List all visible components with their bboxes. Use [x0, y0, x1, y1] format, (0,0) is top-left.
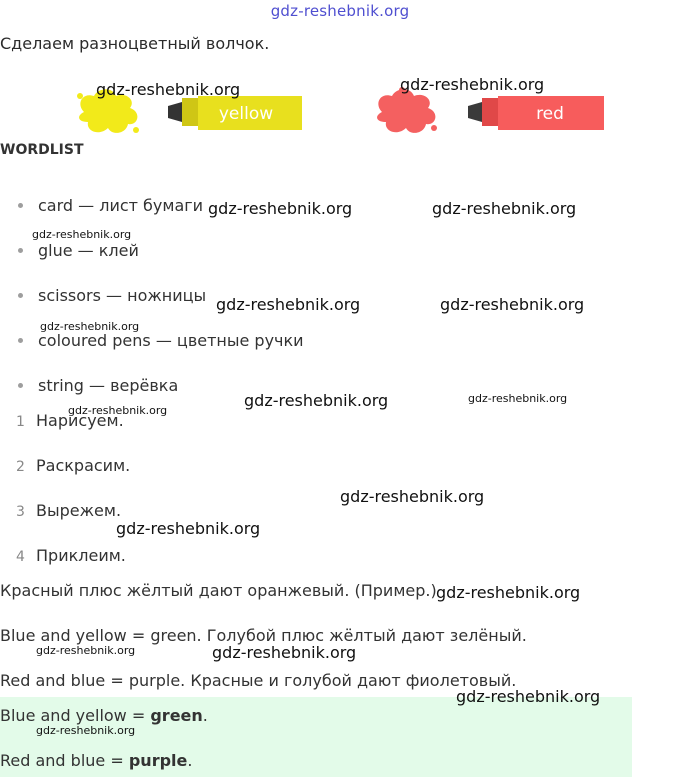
list-item: coloured pens — цветные ручки	[18, 331, 304, 350]
watermark-text: gdz-reshebnik.org	[400, 75, 545, 94]
wordlist-title: WORDLIST	[0, 142, 84, 158]
watermark-text: gdz-reshebnik.org	[456, 687, 601, 706]
watermark-text: gdz-reshebnik.org	[68, 404, 168, 417]
yellow-marker-label: yellow	[218, 104, 274, 124]
step-item: 3 Вырежем.	[16, 501, 122, 520]
watermark-text: gdz-reshebnik.org	[212, 643, 357, 662]
watermark-text: gdz-reshebnik.org	[340, 487, 485, 506]
watermark-text: gdz-reshebnik.org	[208, 199, 353, 218]
site-title: gdz-reshebnik.org	[270, 2, 410, 20]
paragraph-purple: Red and blue = purple. Красные и голубой дают фиолетовый.	[0, 671, 517, 690]
bullet-icon	[18, 248, 23, 253]
list-item: glue — клей	[18, 241, 139, 260]
paragraph-orange: Красный плюс жёлтый дают оранжевый. (Пример.)	[0, 581, 437, 600]
watermark-text: gdz-reshebnik.org	[40, 320, 140, 333]
paragraph-green: Blue and yellow = green. Голубой плюс жёлтый дают зелёный.	[0, 626, 527, 645]
intro-text: Сделаем разноцветный волчок.	[0, 34, 270, 53]
watermark-text: gdz-reshebnik.org	[32, 228, 132, 241]
watermark-text: gdz-reshebnik.org	[216, 295, 361, 314]
step-item: 1 Нарисуем.	[16, 411, 124, 430]
watermark-text: gdz-reshebnik.org	[36, 644, 136, 657]
step-item: 2 Раскрасим.	[16, 456, 131, 475]
answer-purple: Red and blue = purple.	[0, 751, 193, 770]
watermark-text: gdz-reshebnik.org	[440, 295, 585, 314]
watermark-text: gdz-reshebnik.org	[244, 391, 389, 410]
red-marker-tip	[468, 102, 482, 122]
list-item: scissors — ножницы	[18, 286, 206, 305]
bullet-icon	[18, 203, 23, 208]
watermark-text: gdz-reshebnik.org	[36, 724, 136, 737]
watermark-text: gdz-reshebnik.org	[96, 80, 241, 99]
watermark-text: gdz-reshebnik.org	[436, 583, 581, 602]
watermark-text: gdz-reshebnik.org	[116, 519, 261, 538]
watermark-text: gdz-reshebnik.org	[432, 199, 577, 218]
red-splash-shape	[377, 89, 435, 133]
bullet-icon	[18, 338, 23, 343]
watermark-text: gdz-reshebnik.org	[468, 392, 568, 405]
step-item: 4 Приклеим.	[16, 546, 126, 565]
yellow-marker-tip	[168, 102, 182, 122]
list-item: card — лист бумаги	[18, 196, 203, 215]
red-marker-label: red	[536, 104, 564, 124]
answer-green: Blue and yellow = green.	[0, 706, 208, 725]
list-item: string — верёвка	[18, 376, 178, 395]
bullet-icon	[18, 293, 23, 298]
bullet-icon	[18, 383, 23, 388]
